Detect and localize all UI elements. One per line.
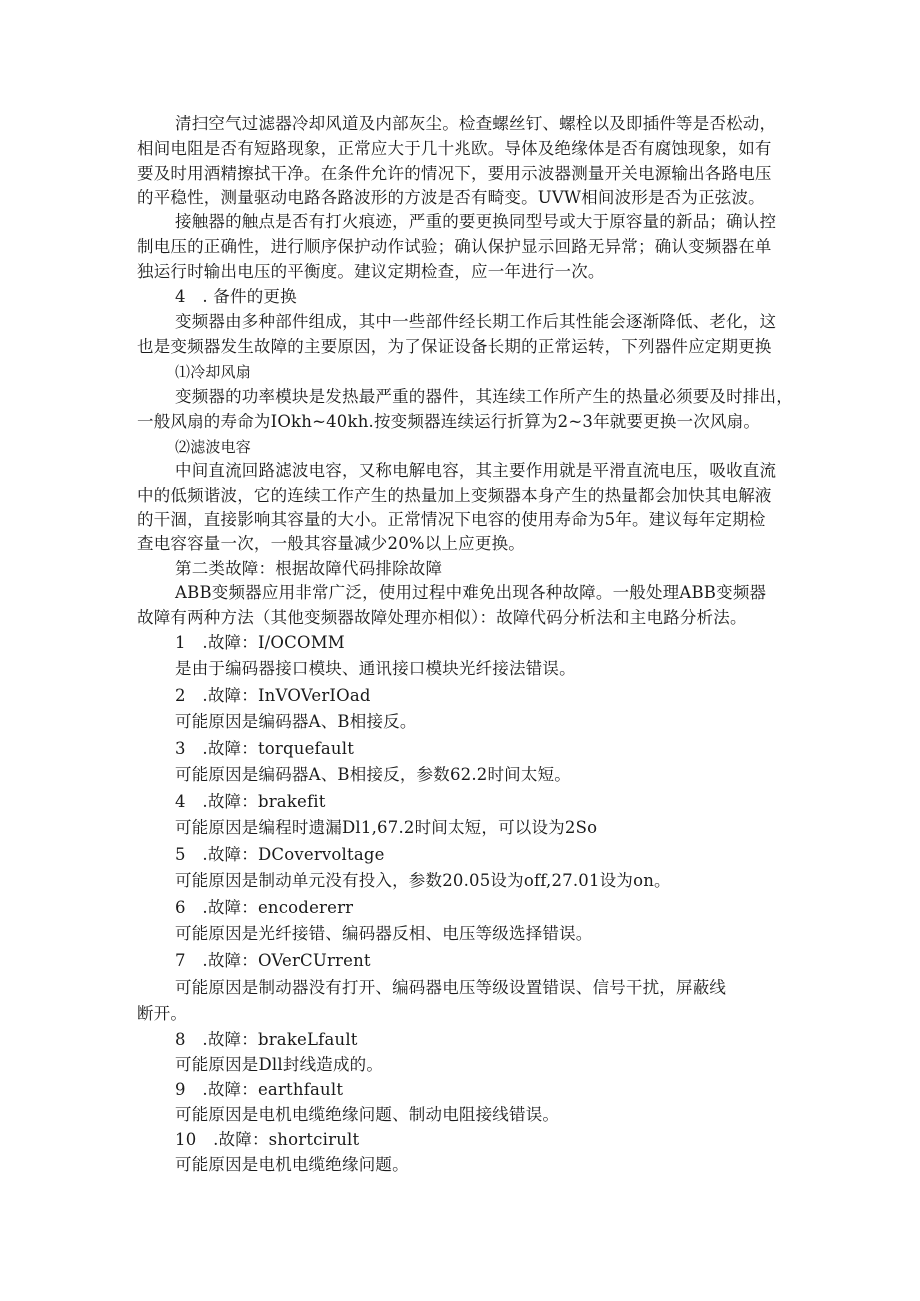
section-heading: 4 . 备件的更换 (175, 287, 297, 306)
fault-title: 2 .故障：InVOVerIOad (175, 686, 371, 705)
fault-title: 4 .故障：brakefit (175, 792, 326, 811)
fault-cause: 可能原因是编码器A、B相接反，参数62.2时间太短。 (175, 765, 571, 784)
fault-title: 3 .故障：torquefault (175, 739, 355, 758)
section-heading: 第二类故障：根据故障代码排除故障 (175, 559, 443, 578)
paragraph-line: 中的低频谐波，它的连续工作产生的热量加上变频器本身产生的热量都会加快其电解液 (137, 486, 772, 505)
fault-title: 10 .故障：shortcirult (175, 1130, 360, 1149)
fault-cause: 可能原因是电机电缆绝缘问题。 (175, 1155, 409, 1174)
fault-title: 7 .故障：OVerCUrrent (175, 951, 371, 970)
fault-title: 8 .故障：brakeLfault (175, 1030, 358, 1049)
paragraph-line: ABB变频器应用非常广泛，使用过程中难免出现各种故障。一般处理ABB变频器 (175, 583, 767, 602)
fault-cause: 可能原因是编程时遗漏Dl1,67.2时间太短，可以设为2So (175, 818, 598, 837)
paragraph-line: 变频器的功率模块是发热最严重的器件，其连续工作所产生的热量必须要及时排出， (175, 387, 793, 406)
paragraph-line: 相间电阻是否有短路现象，正常应大于几十兆欧。导体及绝缘体是否有腐蚀现象，如有 (137, 139, 772, 158)
paragraph-line: 故障有两种方法（其他变频器故障处理亦相似）：故障代码分析法和主电路分析法。 (137, 608, 747, 627)
paragraph-line: 中间直流回路滤波电容，又称电解电容，其主要作用就是平滑直流电压，吸收直流 (175, 461, 777, 480)
paragraph-line: 接触器的触点是否有打火痕迹，严重的要更换同型号或大于原容量的新品；确认控 (175, 212, 777, 231)
paragraph-line: 一般风扇的寿命为IOkh~40kh.按变频器连续运行折算为2~3年就要更换一次风扇。 (137, 412, 761, 431)
paragraph-line: 变频器由多种部件组成，其中一些部件经长期工作后其性能会逐渐降低、老化，这 (175, 312, 777, 331)
fault-cause: 可能原因是光纤接错、编码器反相、电压等级选择错误。 (175, 924, 593, 943)
fault-title: 6 .故障：encodererr (175, 898, 354, 917)
fault-cause: 可能原因是制动单元没有投入，参数20.05设为off,27.01设为on。 (175, 871, 671, 890)
fault-title: 9 .故障：earthfault (175, 1080, 344, 1099)
paragraph-line: 的平稳性，测量驱动电路各路波形的方波是否有畸变。UVW相间波形是否为正弦波。 (137, 188, 765, 207)
paragraph-line: 独运行时输出电压的平衡度。建议定期检查，应一年进行一次。 (137, 262, 605, 281)
fault-cause: 可能原因是编码器A、B相接反。 (175, 712, 417, 731)
subsection-heading: ⑵滤波电容 (175, 438, 252, 456)
fault-cause: 可能原因是电机电缆绝缘问题、制动电阻接线错误。 (175, 1105, 560, 1124)
paragraph-line: 清扫空气过滤器冷却风道及内部灰尘。检查螺丝钉、螺栓以及即插件等是否松动， (175, 114, 777, 133)
paragraph-line: 制电压的正确性，进行顺序保护动作试验；确认保护显示回路无异常；确认变频器在单 (137, 237, 772, 256)
fault-title: 1 .故障：I/OCOMM (175, 633, 345, 652)
paragraph-line: 要及时用酒精擦拭干净。在条件允许的情况下，要用示波器测量开关电源输出各路电压 (137, 164, 772, 183)
fault-cause: 可能原因是Dll封线造成的。 (175, 1055, 384, 1074)
paragraph-line: 也是变频器发生故障的主要原因，为了保证设备长期的正常运转，下列器件应定期更换 (137, 337, 772, 356)
paragraph-line: 查电容容量一次，一般其容量减少20%以上应更换。 (137, 534, 525, 553)
subsection-heading: ⑴冷却风扇 (175, 363, 252, 381)
fault-cause: 断开。 (137, 1004, 188, 1023)
fault-cause: 可能原因是制动器没有打开、编码器电压等级设置错误、信号干扰，屏蔽线 (175, 978, 727, 997)
fault-title: 5 .故障：DCovervoltage (175, 845, 385, 864)
fault-cause: 是由于编码器接口模块、通讯接口模块光纤接法错误。 (175, 659, 576, 678)
paragraph-line: 的干涸，直接影响其容量的大小。正常情况下电容的使用寿命为5年。建议每年定期检 (137, 510, 766, 529)
